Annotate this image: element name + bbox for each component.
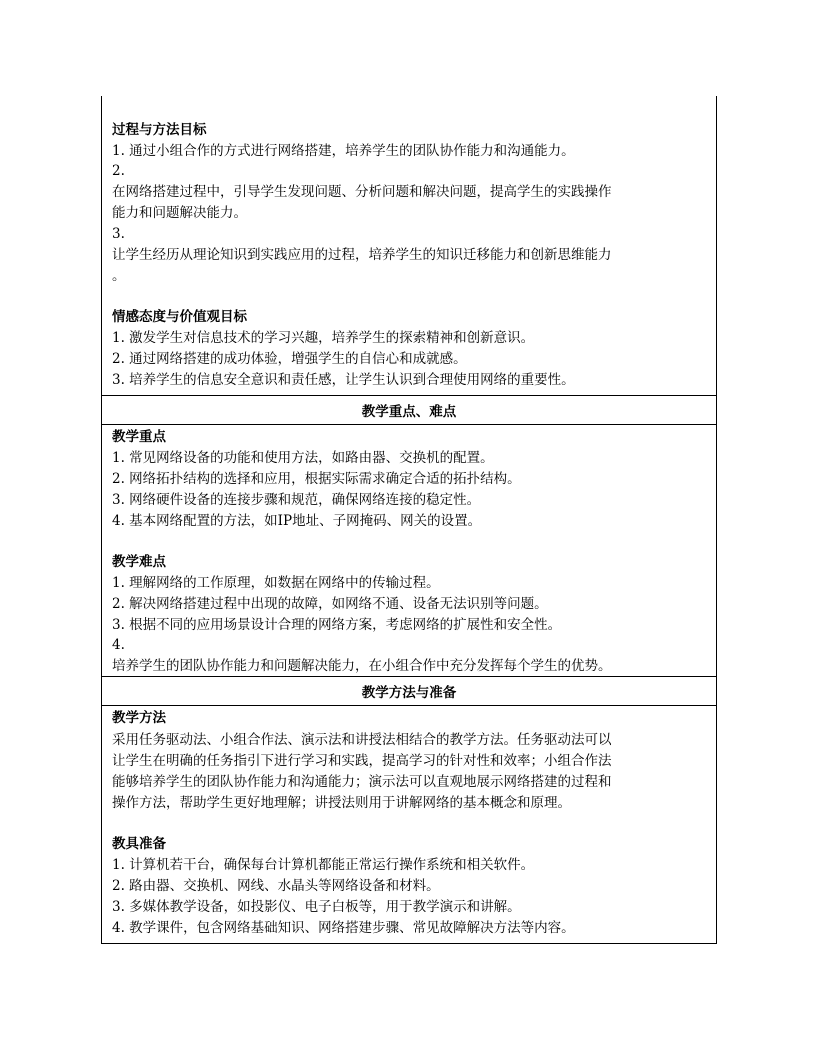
list-item: 培养学生的团队协作能力和问题解决能力，在小组合作中充分发挥每个学生的优势。 bbox=[112, 658, 612, 674]
methods-header: 教学方法与准备 bbox=[102, 676, 716, 706]
list-item: 2. 网络拓扑结构的选择和应用，根据实际需求确定合适的拓扑结构。 bbox=[112, 471, 521, 487]
key-points-title: 教学重点 bbox=[112, 429, 166, 445]
key-points-header: 教学重点、难点 bbox=[102, 395, 716, 425]
list-item: 1. 常见网络设备的功能和使用方法，如路由器、交换机的配置。 bbox=[112, 450, 494, 466]
key-points-cell bbox=[102, 425, 716, 676]
list-item: 1. 计算机若干台，确保每台计算机都能正常运行操作系统和相关软件。 bbox=[112, 857, 535, 873]
list-item: 1. 通过小组合作的方式进行网络搭建，培养学生的团队协作能力和沟通能力。 bbox=[112, 143, 575, 159]
list-item: 3. 多媒体教学设备，如投影仪、电子白板等，用于教学演示和讲解。 bbox=[112, 899, 521, 915]
paragraph-line: 操作方法，帮助学生更好地理解；讲授法则用于讲解网络的基本概念和原理。 bbox=[112, 795, 571, 811]
objectives-cell bbox=[102, 96, 716, 395]
methods-cell bbox=[102, 706, 716, 944]
paragraph-line: 采用任务驱动法、小组合作法、演示法和讲授法相结合的教学方法。任务驱动法可以 bbox=[112, 732, 612, 748]
list-item: 。 bbox=[112, 268, 126, 284]
list-item: 4. 教学课件，包含网络基础知识、网络搭建步骤、常见故障解决方法等内容。 bbox=[112, 920, 575, 936]
list-item: 3. 根据不同的应用场景设计合理的网络方案，考虑网络的扩展性和安全性。 bbox=[112, 617, 562, 633]
teaching-method-title: 教学方法 bbox=[112, 710, 166, 726]
paragraph-line: 让学生在明确的任务指引下进行学习和实践，提高学习的针对性和效率；小组合作法 bbox=[112, 753, 612, 769]
paragraph-line: 能够培养学生的团队协作能力和沟通能力；演示法可以直观地展示网络搭建的过程和 bbox=[112, 774, 612, 790]
list-item: 2. 解决网络搭建过程中出现的故障，如网络不通、设备无法识别等问题。 bbox=[112, 596, 548, 612]
list-item: 能力和问题解决能力。 bbox=[112, 205, 247, 221]
teaching-aids-title: 教具准备 bbox=[112, 836, 166, 852]
list-item: 3. 网络硬件设备的连接步骤和规范，确保网络连接的稳定性。 bbox=[112, 492, 481, 508]
emotion-title: 情感态度与价值观目标 bbox=[112, 309, 247, 325]
difficult-points-title: 教学难点 bbox=[112, 554, 166, 570]
list-item: 4. bbox=[112, 637, 125, 653]
lesson-plan-table bbox=[101, 96, 717, 944]
list-item: 2. 通过网络搭建的成功体验，增强学生的自信心和成就感。 bbox=[112, 351, 467, 367]
list-item: 让学生经历从理论知识到实践应用的过程，培养学生的知识迁移能力和创新思维能力 bbox=[112, 247, 612, 263]
list-item: 2. bbox=[112, 163, 125, 179]
process-method-title: 过程与方法目标 bbox=[112, 122, 207, 138]
list-item: 1. 激发学生对信息技术的学习兴趣，培养学生的探索精神和创新意识。 bbox=[112, 330, 535, 346]
list-item: 4. 基本网络配置的方法，如IP地址、子网掩码、网关的设置。 bbox=[112, 513, 482, 529]
list-item: 在网络搭建过程中，引导学生发现问题、分析问题和解决问题，提高学生的实践操作 bbox=[112, 184, 612, 200]
list-item: 2. 路由器、交换机、网线、水晶头等网络设备和材料。 bbox=[112, 878, 440, 894]
list-item: 3. bbox=[112, 226, 125, 242]
list-item: 1. 理解网络的工作原理，如数据在网络中的传输过程。 bbox=[112, 575, 440, 591]
list-item: 3. 培养学生的信息安全意识和责任感，让学生认识到合理使用网络的重要性。 bbox=[112, 372, 575, 388]
